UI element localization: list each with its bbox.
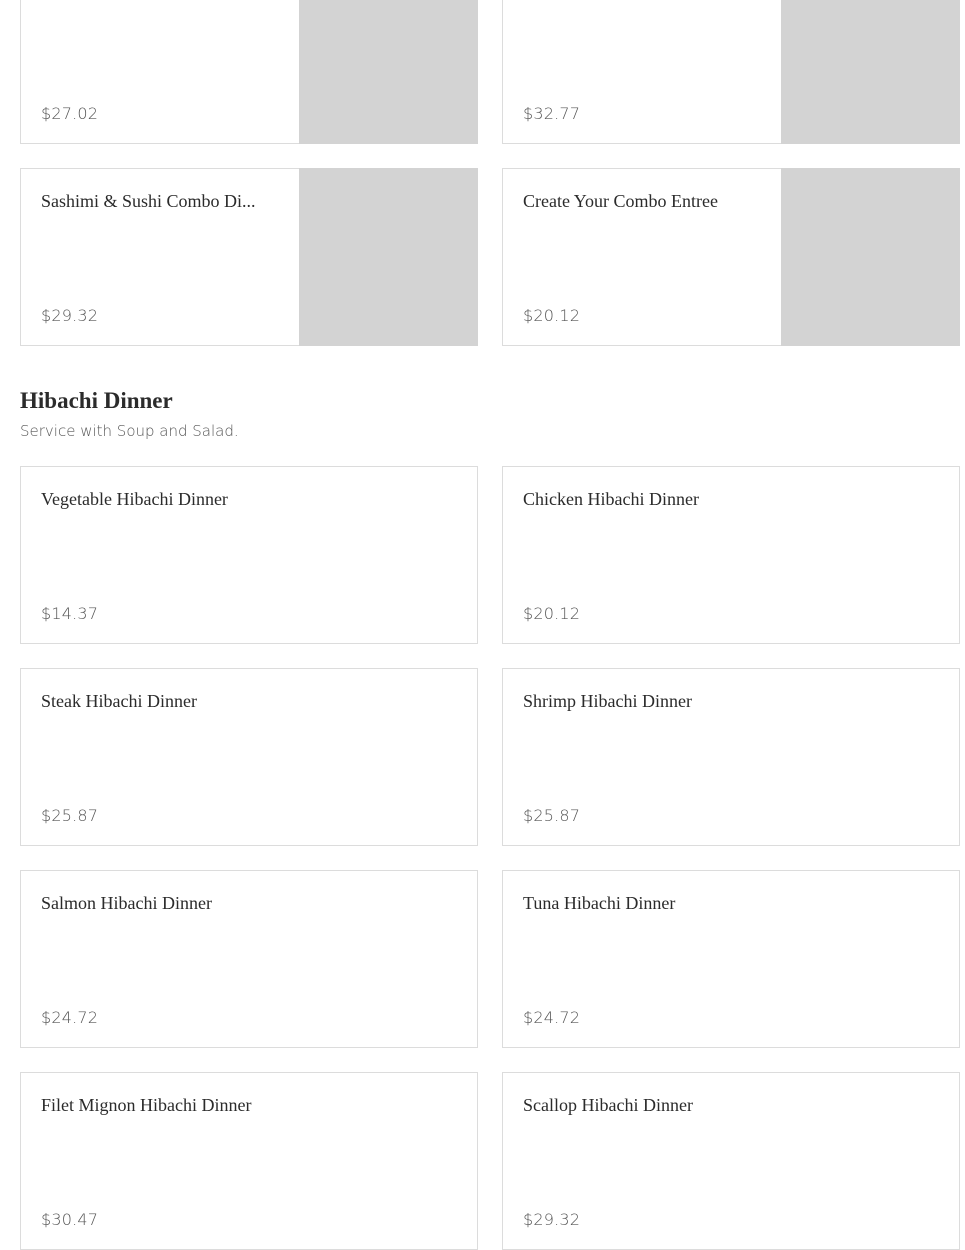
menu-item-price: $24.72 [41, 1008, 99, 1027]
menu-item-name: Scallop Hibachi Dinner [523, 1095, 693, 1115]
menu-item-card[interactable] [20, 466, 478, 644]
menu-item-card[interactable] [20, 870, 478, 1048]
menu-item-price: $32.77 [523, 104, 581, 123]
section-description: Service with Soup and Salad. [20, 422, 239, 440]
menu-item-price: $30.47 [41, 1210, 99, 1229]
menu-item-card[interactable] [502, 870, 960, 1048]
menu-item-card[interactable] [502, 1072, 960, 1250]
menu-item-card[interactable] [20, 668, 478, 846]
menu-item-card[interactable] [502, 168, 960, 346]
menu-item-name: Vegetable Hibachi Dinner [41, 489, 228, 509]
menu-item-name: Shrimp Hibachi Dinner [523, 691, 692, 711]
menu-item-price: $20.12 [523, 306, 581, 325]
menu-item-card[interactable] [502, 466, 960, 644]
menu-item-card[interactable] [20, 1072, 478, 1250]
menu-item-card[interactable] [20, 0, 478, 144]
menu-item-card[interactable] [20, 168, 478, 346]
combo-grid [20, 0, 960, 346]
menu-item-image-placeholder [299, 0, 478, 144]
menu-item-price: $25.87 [523, 806, 581, 825]
menu-item-card[interactable] [502, 0, 960, 144]
menu-item-image-placeholder [781, 168, 960, 346]
hibachi-grid [20, 466, 960, 1250]
menu-content [20, 0, 960, 1250]
menu-item-card[interactable] [502, 668, 960, 846]
menu-item-price: $25.87 [41, 806, 99, 825]
menu-item-name: Filet Mignon Hibachi Dinner [41, 1095, 252, 1115]
menu-item-price: $14.37 [41, 604, 99, 623]
section-title: Hibachi Dinner [20, 388, 173, 413]
menu-item-price: $24.72 [523, 1008, 581, 1027]
menu-item-name: Chicken Hibachi Dinner [523, 489, 699, 509]
menu-item-name: Tuna Hibachi Dinner [523, 893, 676, 913]
menu-item-name: Sashimi & Sushi Combo Di... [41, 191, 256, 211]
menu-item-image-placeholder [299, 168, 478, 346]
menu-item-price: $29.32 [523, 1210, 581, 1229]
menu-item-price: $29.32 [41, 306, 99, 325]
menu-item-name: Salmon Hibachi Dinner [41, 893, 212, 913]
hibachi-section-header [20, 386, 960, 442]
menu-item-price: $27.02 [41, 104, 99, 123]
menu-item-image-placeholder [781, 0, 960, 144]
menu-item-price: $20.12 [523, 604, 581, 623]
menu-item-name: Steak Hibachi Dinner [41, 691, 197, 711]
menu-item-name: Create Your Combo Entree [523, 191, 718, 211]
